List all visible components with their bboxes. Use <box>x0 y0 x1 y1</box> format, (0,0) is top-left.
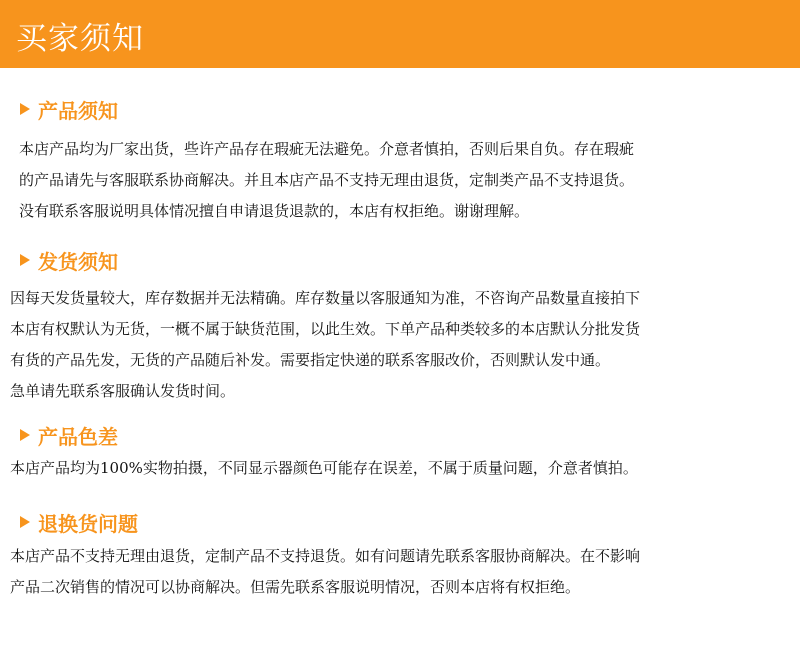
section-shipping-notice <box>0 245 641 400</box>
header-banner <box>0 0 800 68</box>
page-title: 买家须知 <box>16 21 144 57</box>
section-heading-text: 产品须知 <box>38 98 118 123</box>
section-body <box>19 134 634 227</box>
triangle-bullet-icon <box>20 254 30 266</box>
body-line: 本店产品均为厂家出货，些许产品存在瑕疵无法避免。介意者慎拍，否则后果自负。存在瑕疵 <box>19 140 635 158</box>
section-heading <box>0 94 118 124</box>
body-line: 的产品请先与客服联系协商解决。并且本店产品不支持无理由退货，定制类产品不支持退货。 <box>19 171 635 189</box>
section-color-difference <box>0 420 638 477</box>
section-returns <box>0 507 641 596</box>
section-heading-text: 退换货问题 <box>38 511 138 536</box>
section-heading-text: 产品色差 <box>38 424 118 449</box>
body-line: 本店产品不支持无理由退货，定制产品不支持退货。如有问题请先联系客服协商解决。在不影响 <box>10 547 641 565</box>
triangle-bullet-icon <box>20 429 30 441</box>
section-body <box>10 453 638 484</box>
section-body <box>10 541 640 603</box>
section-product-notice <box>0 94 635 220</box>
section-heading-text: 发货须知 <box>38 249 118 274</box>
section-body <box>10 283 640 407</box>
body-line: 有货的产品先发，无货的产品随后补发。需要指定快递的联系客服改价，否则默认发中通。 <box>10 351 611 369</box>
body-line: 本店有权默认为无货，一概不属于缺货范围，以此生效。下单产品种类较多的本店默认分批发货 <box>10 320 641 338</box>
section-heading <box>0 420 118 450</box>
body-line: 因每天发货量较大，库存数据并无法精确。库存数量以客服通知为准，不咨询产品数量直接拍下 <box>10 289 641 307</box>
triangle-bullet-icon <box>20 516 30 528</box>
body-line: 急单请先联系客服确认发货时间。 <box>10 382 236 400</box>
body-line: 本店产品均为100%实物拍摄，不同显示器颜色可能存在误差，不属于质量问题，介意者慎拍。 <box>10 459 638 477</box>
triangle-bullet-icon <box>20 103 30 115</box>
section-heading <box>0 507 138 537</box>
section-heading <box>0 245 118 275</box>
body-line: 没有联系客服说明具体情况擅自申请退货退款的，本店有权拒绝。谢谢理解。 <box>19 202 530 220</box>
body-line: 产品二次销售的情况可以协商解决。但需先联系客服说明情况，否则本店将有权拒绝。 <box>10 578 581 596</box>
